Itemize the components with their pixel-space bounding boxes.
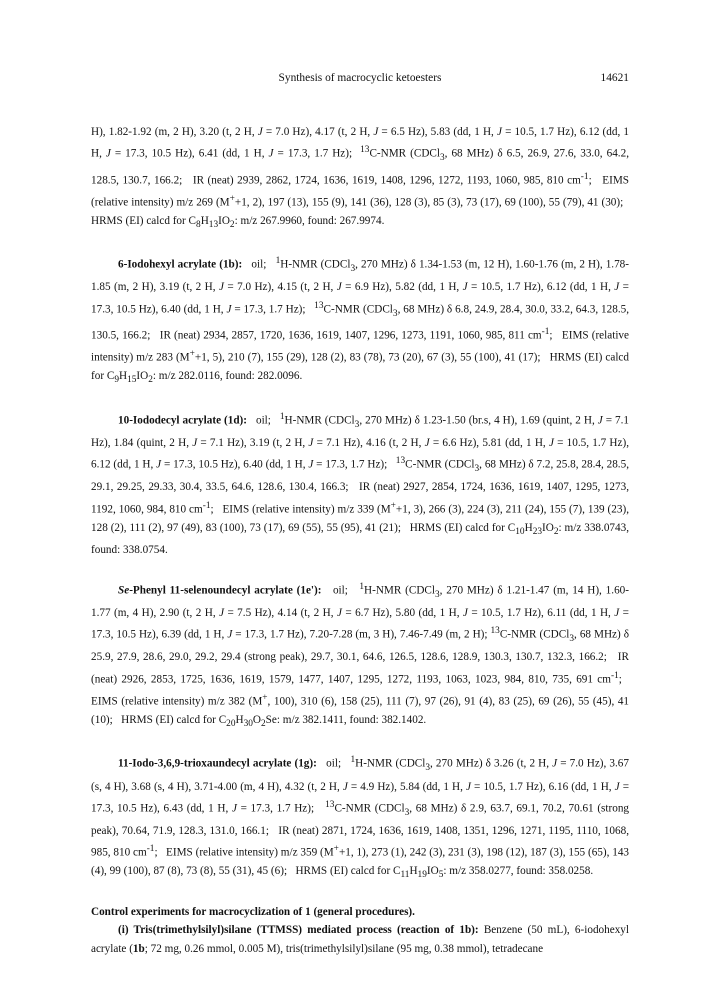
section-heading: Control experiments for macrocyclization of 1 (general procedures).	[91, 905, 415, 918]
paragraph-compound-1d: 10-Iododecyl acrylate (1d): oil; $^1$H-NMR (CDCl$_3$, 270 MHz) δ 1.23-1.50 (br.s, 4 H), 1.69 (quint, 2 H, J = 7.1 Hz), 1.84 (quint, 2 H, J = 7.1 Hz), 3.19 (t, 2 H, J = 7.1 Hz), 4.16 (t, 2 H, J = 6.6 Hz), 5.81 (dd, 1 H, J = 10.5, 1.7 Hz), 6.12 (dd, 1 H, J = 17.3, 10.5 Hz), 6.40 (dd, 1 H, J = 17.3, 1.7 Hz); $^{13}$C-NMR (CDCl$_3$, 68 MHz) δ 7.2, 25.8, 28.4, 28.5, 29.1, 29.25, 29.33, 30.4, 33.5, 64.6, 128.6, 130.4, 166.3; IR (neat) 2927, 2854, 1724, 1636, 1619, 1407, 1295, 1273, 1192, 1060, 984, 810 $cm^{-1}$; EIMS (relative intensity) m/z 339 (M++1, 3), 266 (3), 224 (3), 211 (24), 155 (7), 139 (23), 128 (2), 111 (2), 97 (49), 83 (100), 73 (17), 69 (55), 55 (95), 41 (21); HRMS (EI) calcd for $C_{10}H_{23}IO_2$: m/z 338.0743, found: 338.0754.	[91, 411, 630, 557]
running-header	[91, 72, 629, 88]
paragraph-compound-1b: 6-Iodohexyl acrylate (1b): oil; $^1$H-NMR (CDCl$_3$, 270 MHz) δ 1.34-1.53 (m, 12 H), 1.60-1.76 (m, 2 H), 1.78-1.85 (m, 2 H), 3.19 (t, 2 H, J = 7.0 Hz), 4.15 (t, 2 H, J = 6.9 Hz), 5.82 (dd, 1 H, J = 10.5, 1.7 Hz), 6.12 (dd, 1 H, J = 17.3, 10.5 Hz), 6.40 (dd, 1 H, J = 17.3, 1.7 Hz); $^{13}$C-NMR (CDCl$_3$, 68 MHz) δ 6.8, 24.9, 28.4, 30.0, 33.2, 64.3, 128.5, 130.5, 166.2; IR (neat) 2934, 2857, 1720, 1636, 1619, 1407, 1296, 1273, 1191, 1060, 985, 811 $cm^{-1}$; EIMS (relative intensity) m/z 283 (M++1, 5), 210 (7), 155 (29), 128 (2), 83 (78), 73 (20), 67 (3), 55 (100), 41 (17); HRMS (EI) calcd for $C_9H_{15}IO_2$: m/z 282.0116, found: 282.0096.	[91, 256, 630, 386]
paragraph-continuation: H), 1.82-1.92 (m, 2 H), 3.20 (t, 2 H, J = 7.0 Hz), 4.17 (t, 2 H, J = 6.5 Hz), 5.83 (dd, 1 H, J = 10.5, 1.7 Hz), 6.12 (dd, 1 H, J = 17.3, 10.5 Hz), 6.41 (dd, 1 H, J = 17.3, 1.7 Hz); $^{13}$C-NMR (CDCl$_3$, 68 MHz) δ 6.5, 26.9, 27.6, 33.0, 64.2, 128.5, 130.7, 166.2; IR (neat) 2939, 2862, 1724, 1636, 1619, 1408, 1296, 1272, 1193, 1060, 985, 810 $cm^{-1}$; EIMS (relative intensity) m/z 269 (M++1, 2), 197 (13), 155 (9), 141 (36), 128 (3), 85 (3), 73 (17), 69 (100), 55 (79), 41 (30); HRMS (EI) calcd for $C_8H_{13}IO_2$: m/z 267.9960, found: 267.9974.	[91, 126, 629, 230]
page-number: 14621	[600, 72, 629, 84]
body-text	[91, 123, 629, 958]
paragraph-compound-1g: 11-Iodo-3,6,9-trioxaundecyl acrylate (1g): oil; $^1$H-NMR (CDCl$_3$, 270 MHz) δ 3.26 (t, 2 H, J = 7.0 Hz), 3.67 (s, 4 H), 3.68 (s, 4 H), 3.71-4.00 (m, 4 H), 4.32 (t, 2 H, J = 4.9 Hz), 5.84 (dd, 1 H, J = 10.5, 1.7 Hz), 6.16 (dd, 1 H, J = 17.3, 10.5 Hz), 6.43 (dd, 1 H, J = 17.3, 1.7 Hz); $^{13}$C-NMR (CDCl$_3$, 68 MHz) δ 2.9, 63.7, 69.1, 70.2, 70.61 (strong peak), 70.64, 71.9, 128.3, 131.0, 166.1; IR (neat) 2871, 1724, 1636, 1619, 1408, 1351, 1296, 1271, 1195, 1110, 1068, 985, 810 $cm^{-1}$; EIMS (relative intensity) m/z 359 (M++1, 1), 273 (1), 242 (3), 231 (3), 198 (12), 187 (3), 155 (65), 143 (4), 99 (100), 87 (8), 73 (8), 55 (31), 45 (6); HRMS (EI) calcd for $C_{11}H_{19}IO_5$: m/z 358.0277, found: 358.0258.	[91, 755, 630, 881]
paragraph-control-experiment: (i) Tris(trimethylsilyl)silane (TTMSS) mediated process (reaction of 1b): Benzene (50 mL), 6-iodohexyl acrylate (1b; 72 mg, 0.26 mmol, 0.005 M), tris(trimethylsilyl)silane (95 mg, 0.38 mmol), tetradecane	[91, 924, 629, 955]
running-title: Synthesis of macrocyclic ketoesters	[278, 72, 442, 84]
paragraph-compound-1e-prime: Se-Phenyl 11-selenoundecyl acrylate (1e'): oil; $^1$H-NMR (CDCl$_3$, 270 MHz) δ 1.21-1.47 (m, 14 H), 1.60-1.77 (m, 4 H), 2.90 (t, 2 H, J = 7.5 Hz), 4.14 (t, 2 H, J = 6.7 Hz), 5.80 (dd, 1 H, J = 10.5, 1.7 Hz), 6.11 (dd, 1 H, J = 17.3, 10.5 Hz), 6.39 (dd, 1 H, J = 17.3, 1.7 Hz), 7.20-7.28 (m, 3 H), 7.46-7.49 (m, 2 H); $^{13}$C-NMR (CDCl$_3$, 68 MHz) δ 25.9, 27.9, 28.6, 29.0, 29.2, 29.4 (strong peak), 29.7, 30.1, 64.6, 126.5, 128.6, 128.9, 130.3, 130.7, 132.3, 166.2; IR (neat) 2926, 2853, 1725, 1636, 1619, 1579, 1477, 1407, 1295, 1272, 1193, 1063, 1023, 984, 810, 735, 691 $cm^{-1}$; EIMS (relative intensity) m/z 382 (M+, 100), 310 (6), 158 (25), 111 (7), 97 (26), 91 (4), 83 (25), 69 (26), 55 (45), 41 (10); HRMS (EI) calcd for $C_{20}H_{30}O_2Se$: m/z 382.1411, found: 382.1402.	[91, 581, 630, 729]
